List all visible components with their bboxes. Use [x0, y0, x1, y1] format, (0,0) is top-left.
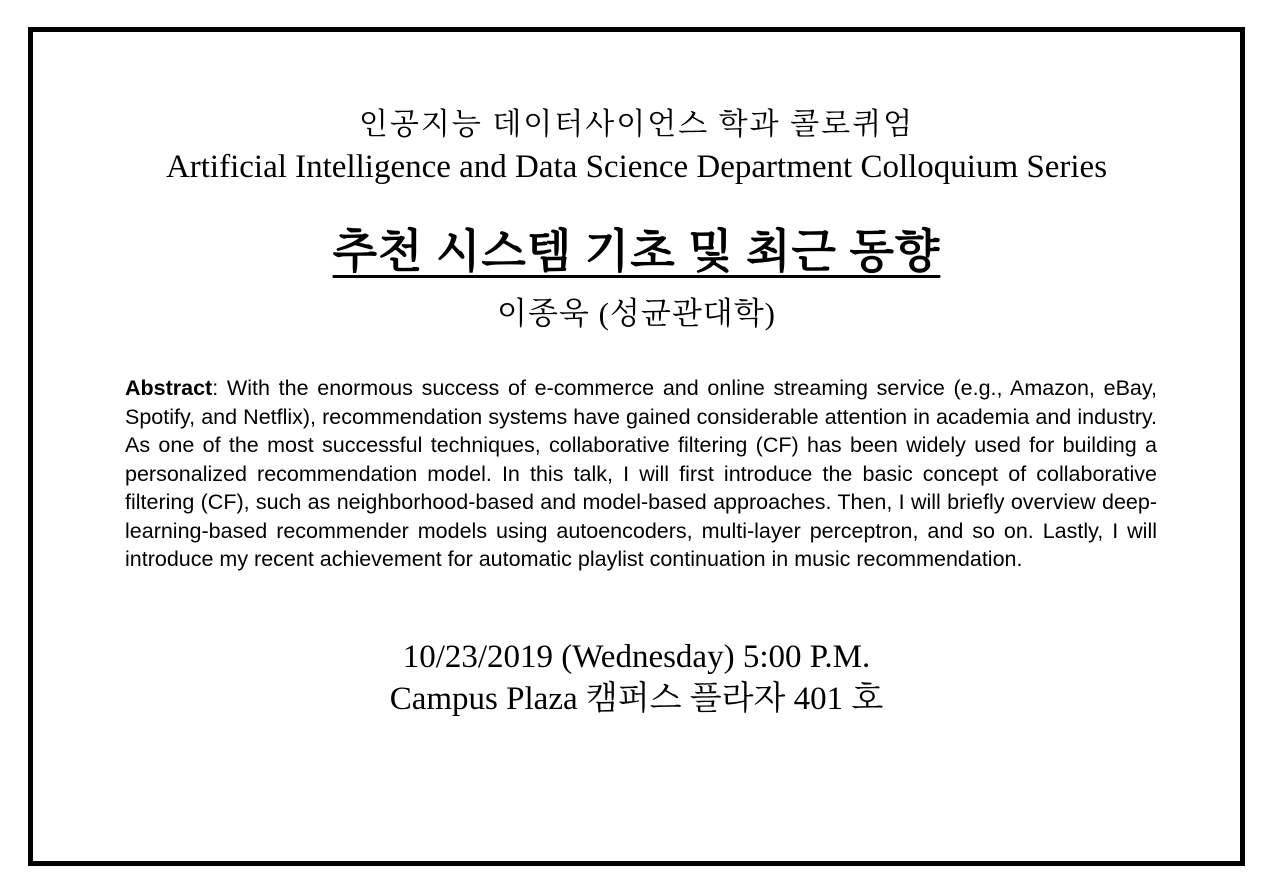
abstract-paragraph — [125, 374, 1157, 574]
korean-header: 인공지능 데이터사이언스 학과 콜로퀴엄 — [358, 108, 915, 141]
abstract-label: Abstract — [125, 376, 213, 400]
colloquium-header — [33, 104, 1240, 188]
english-header: Artificial Intelligence and Data Science Department Colloquium Series — [165, 149, 1108, 185]
speaker-line: 이종욱 (성균관대학) — [497, 296, 776, 331]
page-border — [28, 27, 1245, 866]
event-info — [33, 636, 1240, 720]
abstract-text: : With the enormous success of e-commerce and online streaming service (e.g., Amazon, eBay, Spotify, and Netflix), recommendation systems have gained considerable attention in academia and industry. As one of the most successful techniques, collaborative filtering (CF) has been widely used for building a personalized recommendation model. In this talk, I will first introduce the basic concept of collaborative filtering (CF), such as neighborhood-based and model-based approaches. Then, I will briefly overview deep-learning-based recommender models using autoencoders, multi-layer perceptron, and so on. Lastly, I will introduce my recent achievement for automatic playlist continuation in music recommendation. — [125, 376, 1157, 571]
event-location: Campus Plaza 캠퍼스 플라자 401 호 — [389, 680, 884, 717]
talk-title: 추천 시스템 기초 및 최근 동향 — [332, 226, 941, 277]
event-datetime: 10/23/2019 (Wednesday) 5:00 P.M. — [402, 638, 871, 675]
